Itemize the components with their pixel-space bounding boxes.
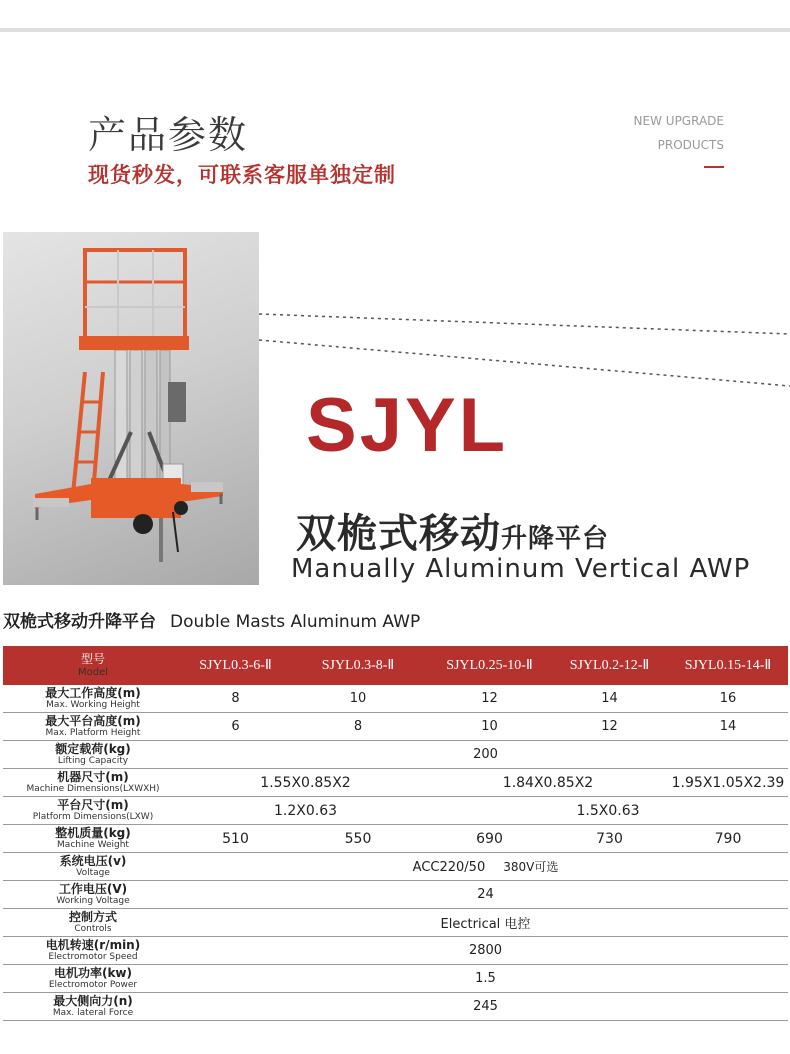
cell-value: 200	[183, 741, 788, 769]
cell-value: 6	[183, 713, 288, 741]
cell-value: 12	[428, 685, 551, 713]
table-row-voltage	[3, 853, 788, 881]
row-label	[3, 853, 183, 881]
cell-value: 790	[668, 825, 788, 853]
product-name-cn	[296, 502, 609, 559]
cell-value: 1.95X1.05X2.39	[668, 769, 788, 797]
row-label-cn: 工作电压(V)	[58, 881, 128, 896]
spec-table	[3, 646, 788, 1021]
cell-value: 14	[551, 685, 668, 713]
cell-value: 10	[428, 713, 551, 741]
row-label	[3, 797, 183, 825]
header-model-4: SJYL0.2-12-Ⅱ	[551, 646, 668, 685]
product-name-cn-main: 双桅式移动	[296, 511, 501, 557]
cell-value: 8	[183, 685, 288, 713]
row-label	[3, 713, 183, 741]
table-header-row	[3, 646, 788, 685]
decorative-dotted-lines	[259, 300, 790, 390]
page-title: 产品参数	[88, 113, 249, 157]
row-label	[3, 825, 183, 853]
row-label-cn: 最大侧向力(n)	[53, 993, 133, 1008]
row-label-en: Platform Dimensions(LXW)	[32, 811, 154, 822]
row-label	[3, 881, 183, 909]
header-label-en: Model	[77, 666, 109, 678]
cell-value: 10	[288, 685, 428, 713]
row-label-en: Max. Platform Height	[45, 727, 141, 738]
row-label	[3, 769, 183, 797]
cell-value: 1.84X0.85X2	[428, 769, 668, 797]
row-label-cn: 电机功率(kw)	[53, 965, 133, 980]
table-caption-en: Double Masts Aluminum AWP	[170, 612, 421, 632]
product-name-cn-small: 升降平台	[501, 524, 610, 554]
row-label-en: Working Voltage	[56, 895, 130, 906]
page-subtitle: 现货秒发，可联系客服单独定制	[88, 163, 396, 187]
cell-value: 1.5X0.63	[428, 797, 788, 825]
row-label-en: Voltage	[76, 867, 110, 878]
row-label	[3, 741, 183, 769]
table-row-controls	[3, 909, 788, 937]
row-label-cn: 系统电压(v)	[59, 853, 127, 868]
top-divider	[0, 28, 790, 32]
row-label	[3, 965, 183, 993]
cell-value: 8	[288, 713, 428, 741]
row-label-en: Controls	[74, 923, 112, 934]
table-row-platform-height	[3, 713, 788, 741]
cell-value: 24	[183, 881, 788, 909]
cell-value: Electrical 电控	[183, 909, 788, 937]
row-label-cn: 控制方式	[68, 909, 117, 924]
cell-value: 690	[428, 825, 551, 853]
cell-value: 2800	[183, 937, 788, 965]
row-label-cn: 电机转速(r/min)	[45, 937, 141, 952]
header-model-5: SJYL0.15-14-Ⅱ	[668, 646, 788, 685]
row-label	[3, 937, 183, 965]
cell-value: 245	[183, 993, 788, 1021]
table-row-working-height	[3, 685, 788, 713]
upgrade-line-2: PRODUCTS	[657, 138, 724, 152]
table-row-machine-dimensions	[3, 769, 788, 797]
cell-value: 510	[183, 825, 288, 853]
row-label	[3, 909, 183, 937]
row-label-en: Electromotor Speed	[48, 951, 138, 962]
row-label-en: Machine Weight	[57, 839, 129, 850]
table-row-platform-dimensions	[3, 797, 788, 825]
header-label-cn: 型号	[80, 651, 105, 666]
voltage-value: ACC220/50	[412, 860, 486, 875]
cell-value: 1.2X0.63	[183, 797, 428, 825]
accent-dash	[704, 166, 724, 168]
cell-value	[183, 853, 788, 881]
row-label-cn: 机器尺寸(m)	[57, 769, 129, 784]
row-label-en: Max. lateral Force	[52, 1007, 134, 1018]
header-model-2: SJYL0.3-8-Ⅱ	[288, 646, 428, 685]
cell-value: 16	[668, 685, 788, 713]
header-label-cell	[3, 646, 183, 685]
header-model-3: SJYL0.25-10-Ⅱ	[428, 646, 551, 685]
row-label-cn: 最大工作高度(m)	[45, 685, 141, 700]
row-label-en: Electromotor Power	[48, 979, 138, 990]
product-photo	[3, 232, 259, 585]
row-label-cn: 额定载荷(kg)	[55, 741, 131, 756]
cell-value: 14	[668, 713, 788, 741]
cell-value: 550	[288, 825, 428, 853]
product-name-en: Manually Aluminum Vertical AWP	[291, 554, 751, 584]
brand-logo-text: SJYL	[306, 383, 509, 468]
table-caption	[3, 607, 420, 632]
table-row-motor-speed	[3, 937, 788, 965]
table-row-lifting-capacity	[3, 741, 788, 769]
cell-value: 730	[551, 825, 668, 853]
upgrade-line-1: NEW UPGRADE	[633, 114, 724, 128]
header-model-1: SJYL0.3-6-Ⅱ	[183, 646, 288, 685]
table-row-motor-power	[3, 965, 788, 993]
row-label-cn: 最大平台高度(m)	[45, 713, 141, 728]
table-row-machine-weight	[3, 825, 788, 853]
cell-value: 1.5	[183, 965, 788, 993]
voltage-optional: 380V可选	[503, 860, 559, 874]
row-label-en: Max. Working Height	[46, 699, 140, 710]
row-label-cn: 平台尺寸(m)	[57, 797, 129, 812]
row-label-en: Machine Dimensions(LXWXH)	[26, 783, 160, 794]
new-upgrade-label	[634, 109, 724, 157]
cell-value: 1.55X0.85X2	[183, 769, 428, 797]
row-label-en: Lifting Capacity	[57, 755, 129, 766]
row-label	[3, 685, 183, 713]
row-label-cn: 整机质量(kg)	[55, 825, 131, 840]
table-caption-cn: 双桅式移动升降平台	[3, 612, 156, 632]
table-row-working-voltage	[3, 881, 788, 909]
cell-value: 12	[551, 713, 668, 741]
table-row-lateral-force	[3, 993, 788, 1021]
row-label	[3, 993, 183, 1021]
